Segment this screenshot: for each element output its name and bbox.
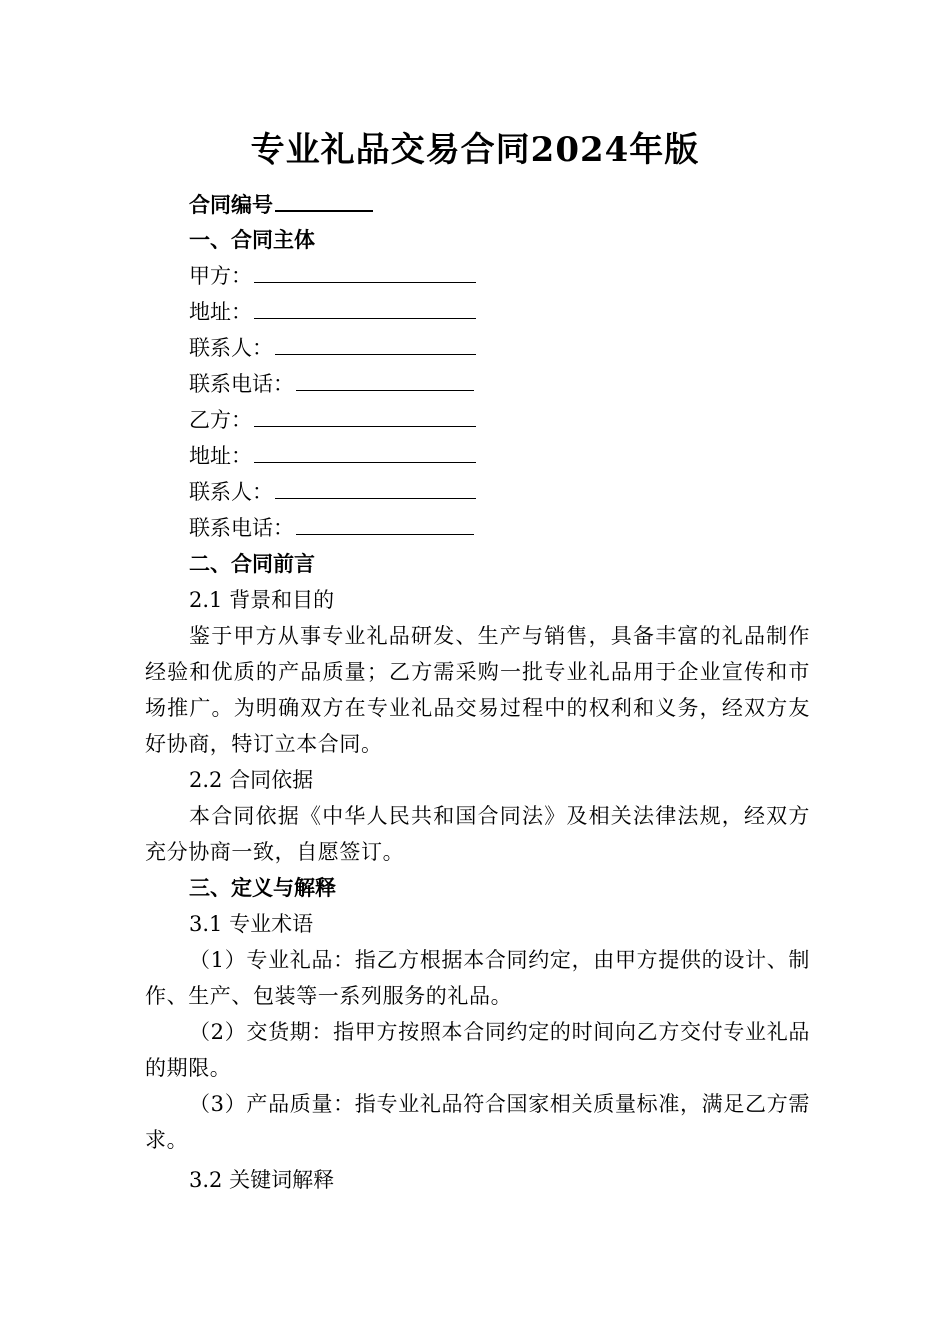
contract-body [145, 186, 810, 1198]
subsection-heading: 2.2 合同依据 [189, 768, 314, 792]
field-label: 联系人： [189, 336, 273, 360]
contract-number-line [145, 186, 810, 222]
contract-number-label: 合同编号 [189, 192, 273, 217]
field-blank [296, 510, 474, 535]
contract-number-blank [275, 186, 373, 212]
field-blank [254, 438, 476, 463]
field-label: 联系人： [189, 480, 273, 504]
field-blank [275, 330, 476, 355]
definition-item: （1）专业礼品：指乙方根据本合同约定，由甲方提供的设计、制作、生产、包装等一系列服务的礼品。 [145, 948, 810, 1008]
field-label: 地址： [189, 444, 252, 468]
field-label: 地址： [189, 300, 252, 324]
field-blank [296, 366, 474, 391]
field-label: 甲方： [189, 264, 252, 288]
party-b-field [145, 402, 810, 438]
section-heading-parties: 一、合同主体 [189, 227, 315, 252]
subsection-heading: 2.1 背景和目的 [189, 588, 335, 612]
field-blank [275, 474, 476, 499]
field-label: 联系电话： [189, 516, 294, 540]
party-a-field [145, 258, 810, 294]
section-heading-definitions: 三、定义与解释 [189, 875, 336, 900]
subsection-heading: 3.1 专业术语 [189, 912, 314, 936]
field-blank [254, 294, 476, 319]
section-heading-preamble: 二、合同前言 [189, 551, 315, 576]
field-blank [254, 258, 476, 283]
party-b-phone-field [145, 510, 810, 546]
party-a-contact-field [145, 330, 810, 366]
field-label: 乙方： [189, 408, 252, 432]
definition-item: （2）交货期：指甲方按照本合同约定的时间向乙方交付专业礼品的期限。 [145, 1020, 810, 1080]
paragraph-background: 鉴于甲方从事专业礼品研发、生产与销售，具备丰富的礼品制作经验和优质的产品质量；乙方需采购一批专业礼品用于企业宣传和市场推广。为明确双方在专业礼品交易过程中的权利和义务，经双方友好协商，特订立本合同。 [145, 624, 810, 756]
party-a-phone-field [145, 366, 810, 402]
subsection-heading: 3.2 关键词解释 [189, 1168, 335, 1192]
party-a-address-field [145, 294, 810, 330]
party-b-address-field [145, 438, 810, 474]
field-blank [254, 402, 476, 427]
field-label: 联系电话： [189, 372, 294, 396]
party-b-contact-field [145, 474, 810, 510]
contract-title: 专业礼品交易合同2024年版 [250, 130, 700, 170]
paragraph-basis: 本合同依据《中华人民共和国合同法》及相关法律法规，经双方充分协商一致，自愿签订。 [145, 804, 810, 864]
definition-item: （3）产品质量：指专业礼品符合国家相关质量标准，满足乙方需求。 [145, 1092, 810, 1152]
